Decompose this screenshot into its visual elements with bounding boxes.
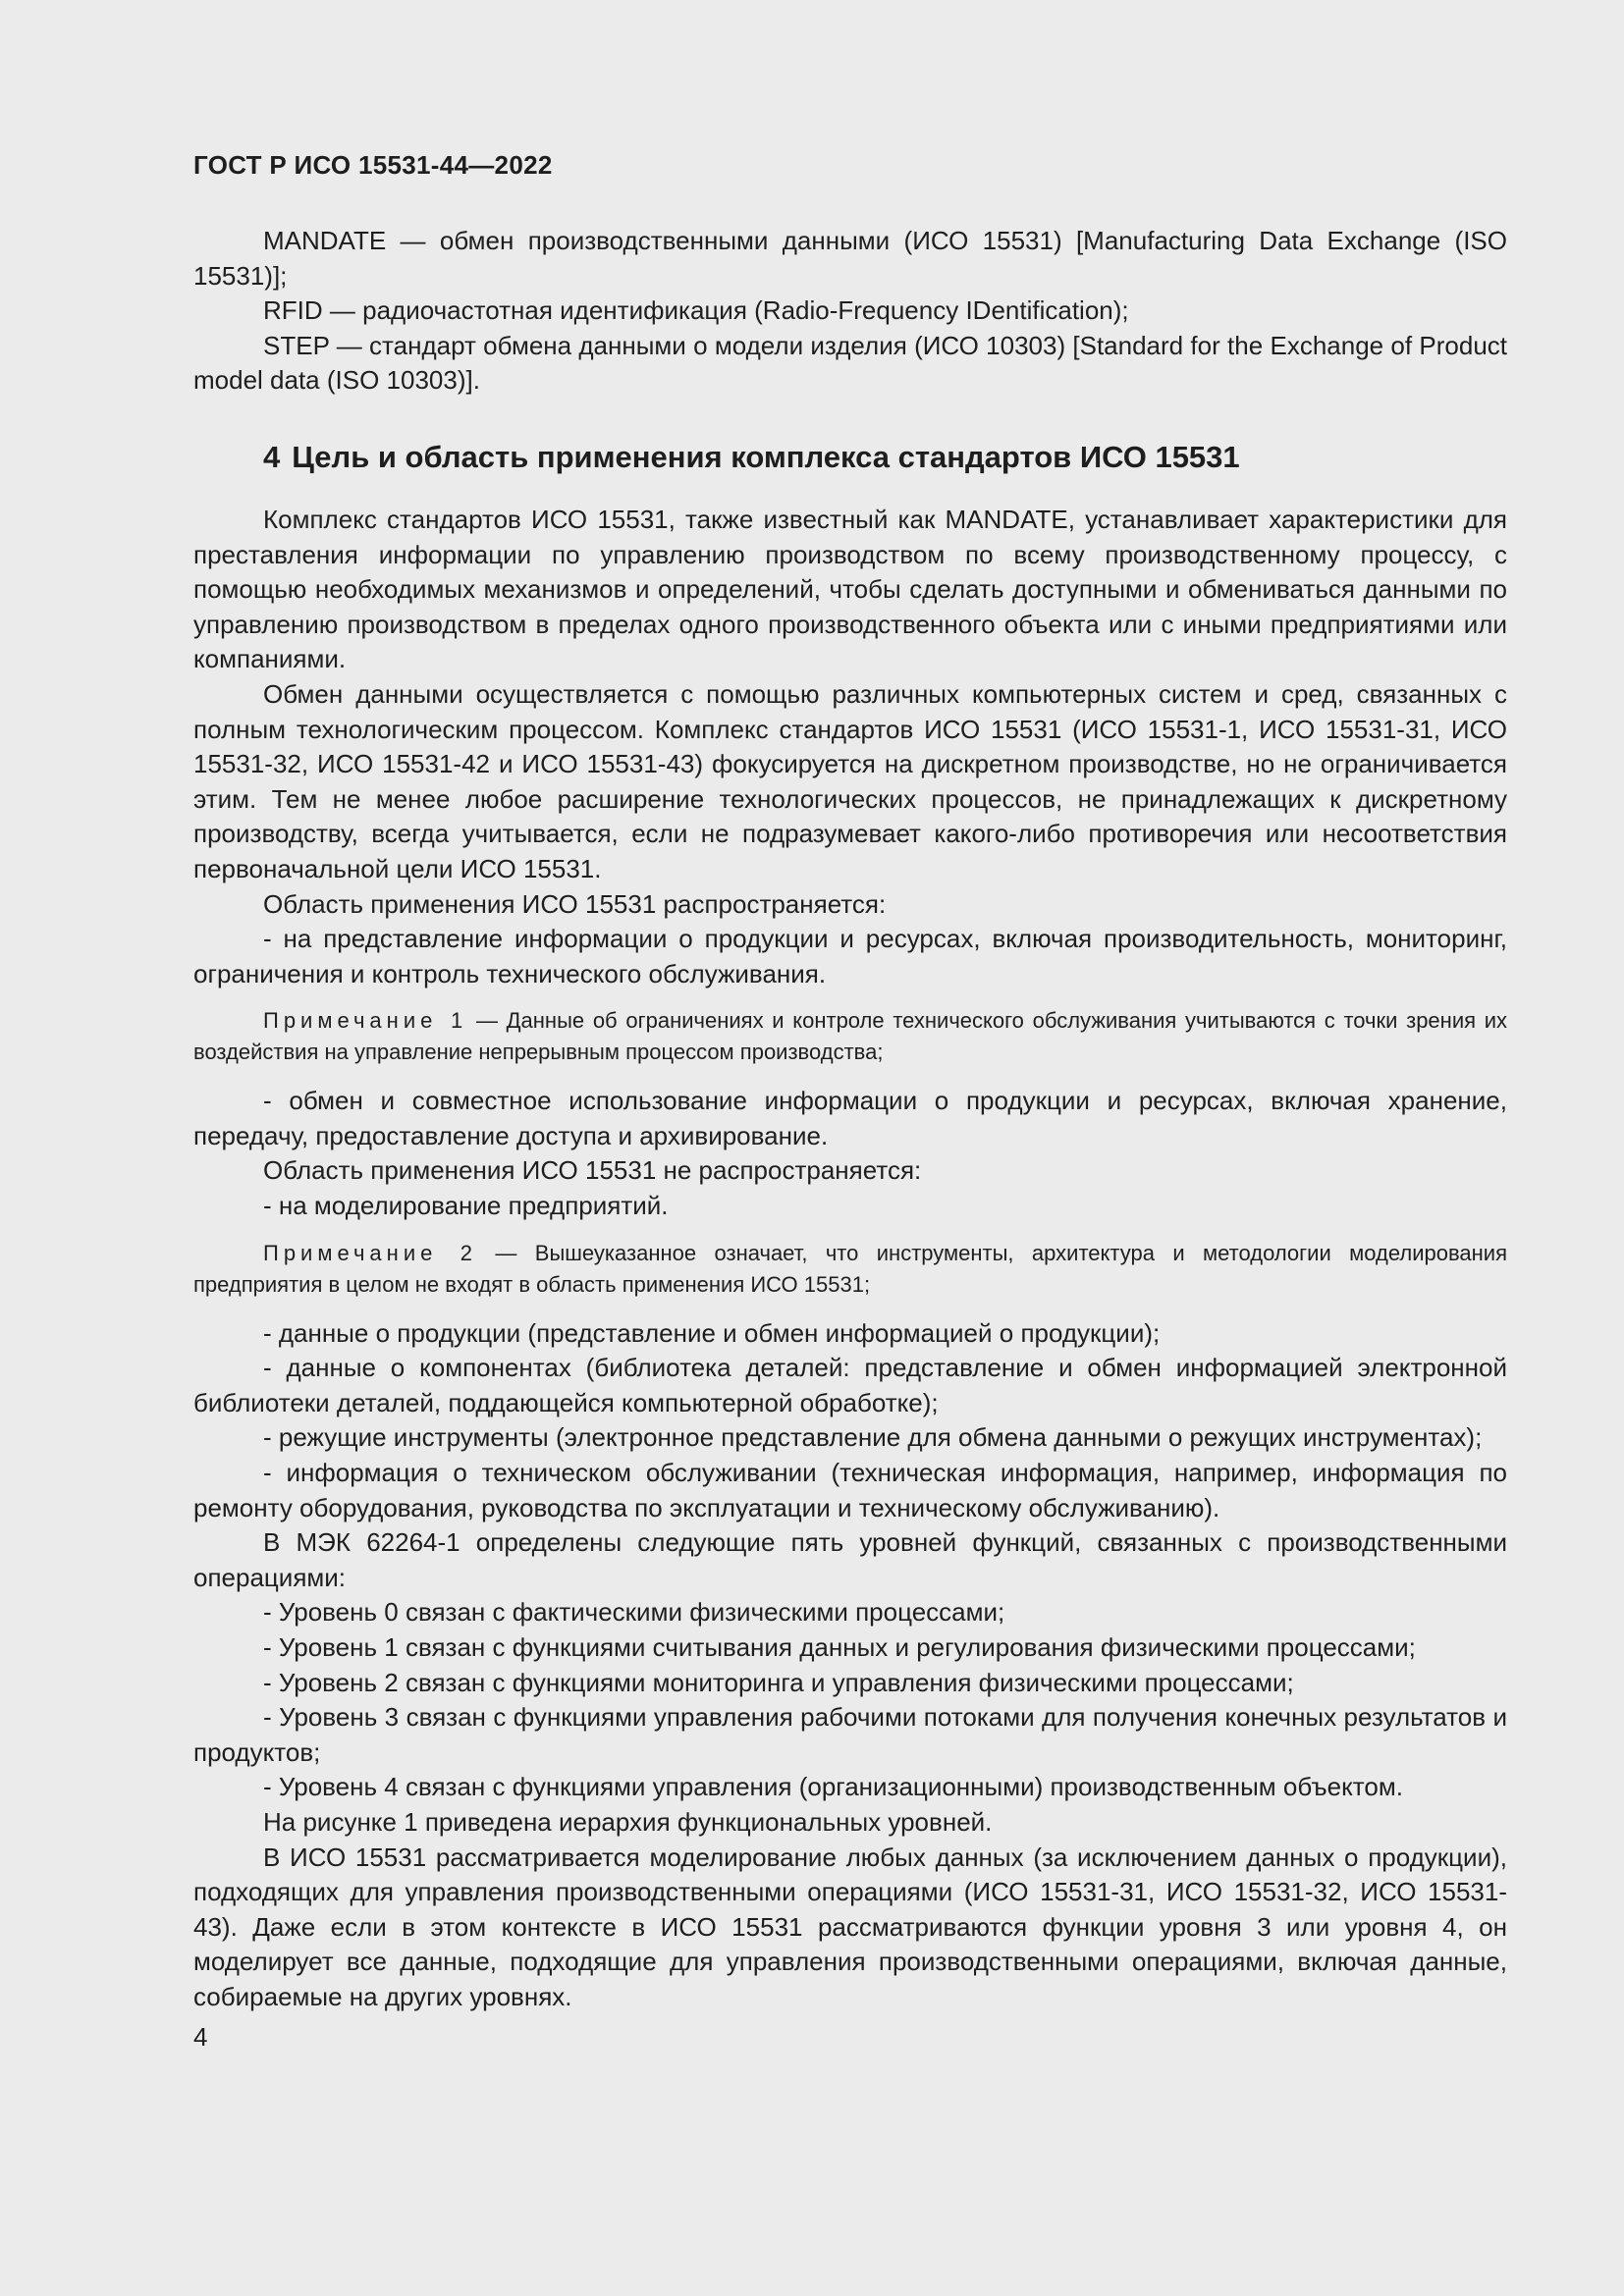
note-2	[193, 1238, 1507, 1301]
page-number: 4	[193, 2021, 208, 2052]
document-page	[193, 147, 1507, 2055]
list-item: - на моделирование предприятий.	[263, 1191, 669, 1221]
paragraph: Обмен данными осуществляется с помощью различных компьютерных систем и сред, связанных с полным технологическим процессом. Комплекс стандартов ИСО 15531 (ИСО 15531-1, ИСО 15531-31, ИСО 15531-32, ИСО 15531-42 и ИСО 15531-43) фокусируется на дискретном производстве, но не ограничивается этим. Тем не менее любое расширение технологических процессов, не принадлежащих к дискретному производству, всегда учитывается, если не подразумевает какого-либо противоречия или несоответствия первоначальной цели ИСО 15531.	[193, 678, 1507, 883]
list-item: - обмен и совместное использование информации о продукции и ресурсах, включая хранение, передачу, предоставление доступа и архивирование.	[193, 1086, 1507, 1150]
section-heading	[263, 438, 1507, 477]
list-item: - на представление информации о продукции и ресурсах, включая производительность, мониторинг, ограничения и контроль технического обслуживания.	[193, 924, 1507, 988]
list-item: - Уровень 3 связан с функциями управления рабочими потоками для получения конечных результатов и продуктов;	[193, 1702, 1507, 1767]
list-item: - данные о компонентах (библиотека деталей: представление и обмен информацией электронной библиотеки деталей, поддающейся компьютерной обработке);	[193, 1353, 1507, 1417]
section-title: Цель и область применения комплекса стандартов ИСО 15531	[292, 439, 1240, 474]
paragraph: На рисунке 1 приведена иерархия функциональных уровней.	[263, 1806, 993, 1837]
note-2-label: Примечание 2	[263, 1240, 477, 1265]
note-1-text: — Данные об ограничениях и контроле технического обслуживания учитываются с точки зрения их воздействия на управление непрерывным процессом производства;	[193, 1008, 1507, 1065]
paragraph: Область применения ИСО 15531 не распространяется:	[263, 1155, 922, 1186]
paragraph: Область применения ИСО 15531 распространяется:	[263, 888, 887, 919]
paragraph: В МЭК 62264-1 определены следующие пять уровней функций, связанных с производственными операциями:	[193, 1527, 1507, 1592]
note-1-label: Примечание 1	[263, 1008, 468, 1034]
list-item: - данные о продукции (представление и обмен информацией о продукции);	[263, 1317, 1161, 1348]
list-item: - Уровень 2 связан с функциями мониторинга и управления физическими процессами;	[263, 1667, 1294, 1697]
list-item: - Уровень 0 связан с фактическими физическими процессами;	[263, 1597, 1005, 1628]
document-header: ГОСТ Р ИСО 15531-44—2022	[193, 150, 553, 180]
abbreviation-rfid: RFID — радиочастотная идентификация (Radio-Frequency IDentification);	[263, 295, 1129, 326]
list-item: - информация о техническом обслуживании (техническая информация, например, информация по ремонту оборудования, руководства по эксплуатации и техническому обслуживанию).	[193, 1458, 1507, 1522]
abbreviation-mandate: MANDATE — обмен производственными данными (ИСО 15531) [Manufacturing Data Exchange (ISO 15531)];	[193, 226, 1507, 291]
list-item: - Уровень 1 связан с функциями считывания данных и регулирования физическими процессами;	[263, 1632, 1416, 1662]
note-1	[193, 1005, 1507, 1068]
abbreviation-step: STEP — стандарт обмена данными о модели изделия (ИСО 10303) [Standard for the Exchange of Product model data (ISO 10303)].	[193, 330, 1507, 396]
note-2-text: — Вышеуказанное означает, что инструменты, архитектура и методологии моделирования предприятия в целом не входят в область применения ИСО 15531;	[193, 1240, 1507, 1297]
list-item: - режущие инструменты (электронное представление для обмена данными о режущих инструментах);	[263, 1422, 1483, 1453]
list-item: - Уровень 4 связан с функциями управления (организационными) производственным объектом.	[263, 1772, 1403, 1802]
paragraph: Комплекс стандартов ИСО 15531, также известный как MANDATE, устанавливает характеристики для преставления информации по управлению производством по всему производственному процессу, с помощью необходимых механизмов и определений, чтобы сделать доступными и обмениваться данными по управлению производством в пределах одного производственного объекта или с иными предприятиями или компаниями.	[193, 504, 1507, 674]
section-number: 4	[263, 439, 281, 474]
paragraph: В ИСО 15531 рассматривается моделирование любых данных (за исключением данных о продукции), подходящих для управления производственными операциями (ИСО 15531-31, ИСО 15531-32, ИСО 15531-43). Даже если в этом контексте в ИСО 15531 рассматриваются функции уровня 3 или уровня 4, он моделирует все данные, подходящие для управления производственными операциями, включая данные, собираемые на других уровнях.	[193, 1842, 1507, 2011]
